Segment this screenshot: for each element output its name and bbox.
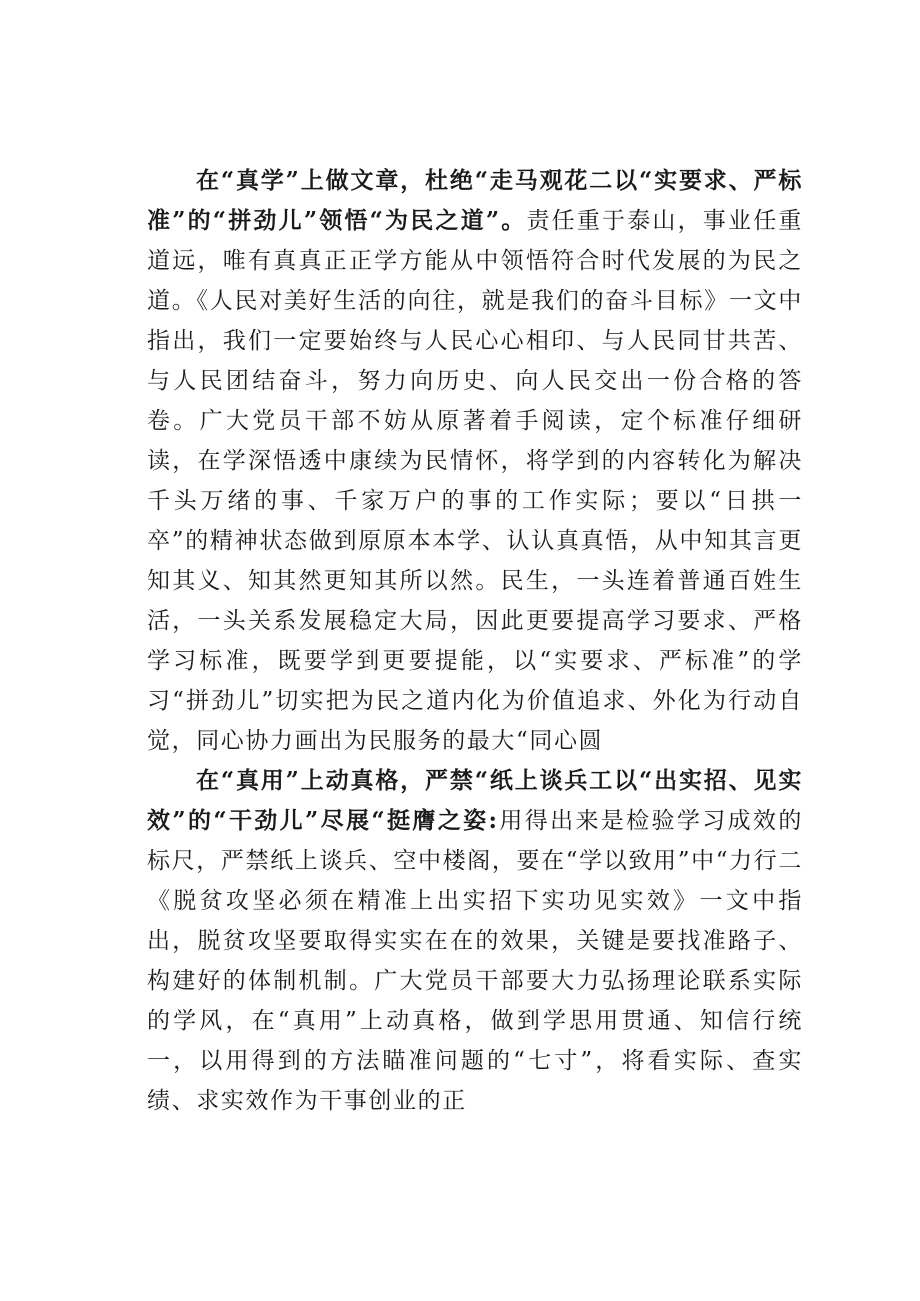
paragraph-true-use [147,761,803,1121]
paragraph-body-text: 用得出来是检验学习成效的标尺，严禁纸上谈兵、空中楼阁，要在“学以致用”中“力行二《脱贫攻坚必须在精准上出实招下实功见实效》一文中指出，脱贫攻坚要取得实实在在的效果，关键是要找准路子、构建好的体制机制。广大党员干部要大力弘扬理论联系实际的学风，在“真用”上动真格，做到学思用贯通、知信行统一，以用得到的方法瞄准问题的“七寸”，将看实际、查实绩、求实效作为干事创业的正 [147,808,803,1114]
paragraph-lead-heading: 在“真学”上做文章，杜绝“走马观花二以“实要求、严标准”的“拼劲儿”领悟“为民之道”。 [147,167,803,234]
document-body [147,161,803,1121]
paragraph-true-study [147,161,803,761]
paragraph-body-text: 责任重于泰山，事业任重道远，唯有真真正正学方能从中领悟符合时代发展的为民之道。《人民对美好生活的向往，就是我们的奋斗目标》一文中指出，我们一定要始终与人民心心相印、与人民同甘共苦、与人民团结奋斗，努力向历史、向人民交出一份合格的答卷。广大党员干部不妨从原著着手阅读，定个标准仔细研读，在学深悟透中康续为民情怀，将学到的内容转化为解决千头万绪的事、千家万户的事的工作实际；要以“日拱一卒”的精神状态做到原原本本学、认认真真悟，从中知其言更知其义、知其然更知其所以然。民生，一头连着普通百姓生活，一头关系发展稳定大局，因此更要提高学习要求、严格学习标准，既要学到更要提能，以“实要求、严标准”的学习“拼劲儿”切实把为民之道内化为价值追求、外化为行动自觉，同心协力画出为民服务的最大“同心圆 [147,208,803,754]
paragraph-lead-heading: 在“真用”上动真格，严禁“纸上谈兵工以“出实招、见实效”的“干劲儿”尽展“挺膺之姿: [147,767,803,834]
